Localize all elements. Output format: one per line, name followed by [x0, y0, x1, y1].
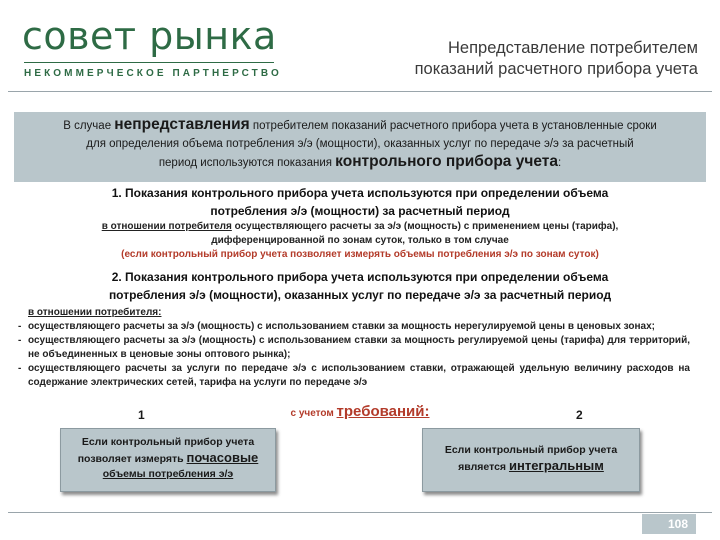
- intro-panel: [14, 112, 706, 182]
- slide-title-line1: Непредставление потребителем: [447, 39, 698, 57]
- consumer-list: [18, 306, 690, 390]
- box-line: Если контрольный прибор учета: [81, 436, 255, 448]
- box-text: является: [458, 461, 509, 473]
- requirements-emphasis: требований:: [336, 403, 430, 420]
- list-item: [18, 362, 690, 390]
- box-text: позволяет измерять: [77, 453, 187, 465]
- dash-bullet: -: [18, 335, 22, 346]
- intro-line1: [14, 116, 706, 135]
- heading-line: потребления э/э (мощности) за расчетный период: [210, 204, 510, 218]
- footer-divider: [8, 512, 712, 513]
- intro-emphasis: контрольного прибора учета: [335, 153, 558, 170]
- list-item-text: осуществляющего расчеты за э/э (мощность) с использованием ставки за мощность регулируемой цены (тарифа) для территорий, не объединенных в ценовые зоны оптового рынка);: [28, 335, 690, 360]
- list-item-text: осуществляющего расчеты за услуги по передаче э/э с использованием ставки, отражающей удельную величину расходов на содержание электрических сетей, тарифа на услуги по передаче э/э: [28, 363, 690, 388]
- box-line: объемы потребления э/э: [102, 468, 234, 480]
- intro-line3: [14, 153, 706, 172]
- slide-title-line2: показаний расчетного прибора учета: [414, 60, 698, 78]
- body-text: осуществляющего расчеты за э/э (мощность) с применением цены (тарифа),: [231, 221, 619, 232]
- list-item: [18, 334, 690, 362]
- box-emphasis: почасовые: [186, 450, 259, 465]
- section-1-body: [40, 220, 680, 262]
- requirements-prefix: с учетом: [290, 408, 337, 419]
- section-1-heading: [40, 184, 680, 220]
- slide-title: [318, 38, 698, 80]
- condition-note: (если контрольный прибор учета позволяет измерять объемы потребления э/э по зонам суток): [121, 249, 599, 260]
- requirements-label: [0, 403, 720, 420]
- box-line: Если контрольный прибор учета: [444, 444, 618, 456]
- requirement-number-1: 1: [138, 408, 145, 422]
- list-label: в отношении потребителя:: [28, 307, 162, 318]
- heading-line: 1. Показания контрольного прибора учета используются при определении объема: [111, 186, 609, 200]
- dash-bullet: -: [18, 363, 22, 374]
- requirement-box-1: [60, 428, 276, 492]
- logo-divider: [24, 62, 274, 63]
- requirement-box-2: [422, 428, 640, 492]
- section-2-heading: [40, 268, 680, 304]
- intro-emphasis: непредставления: [114, 116, 250, 133]
- box-line: [61, 450, 275, 467]
- dash-bullet: -: [18, 321, 22, 332]
- page-number: 108: [642, 514, 696, 534]
- list-item-text: осуществляющего расчеты за э/э (мощность) с использованием ставки за мощность нерегулируемой цены в ценовых зонах;: [28, 321, 656, 332]
- requirement-number-2: 2: [576, 408, 583, 422]
- intro-text: потребителем показаний расчетного прибора учета в установленные сроки: [249, 120, 657, 132]
- box-line: [423, 458, 639, 475]
- intro-text: :: [557, 157, 562, 169]
- box-emphasis: интегральным: [508, 458, 604, 473]
- underlined-text: в отношении потребителя: [101, 221, 232, 232]
- list-item: [18, 320, 690, 334]
- slide-header: [0, 0, 720, 92]
- intro-text: период используются показания: [158, 157, 336, 169]
- logo: совет рынка: [22, 14, 277, 58]
- body-line: [40, 220, 680, 234]
- heading-line: потребления э/э (мощности), оказанных услуг по передаче э/э за расчетный период: [108, 288, 612, 302]
- intro-line2: для определения объема потребления э/э (мощности), оказанных услуг по передаче э/э за расчетный: [86, 138, 634, 150]
- intro-text: В случае: [63, 120, 115, 132]
- header-divider: [8, 91, 712, 92]
- heading-line: 2. Показания контрольного прибора учета используются при определении объема: [111, 270, 609, 284]
- section-1: [40, 184, 680, 262]
- section-2: [40, 268, 680, 304]
- body-line: дифференцированной по зонам суток, только в том случае: [211, 235, 509, 246]
- logo-subtitle: НЕКОММЕРЧЕСКОЕ ПАРТНЕРСТВО: [24, 68, 282, 79]
